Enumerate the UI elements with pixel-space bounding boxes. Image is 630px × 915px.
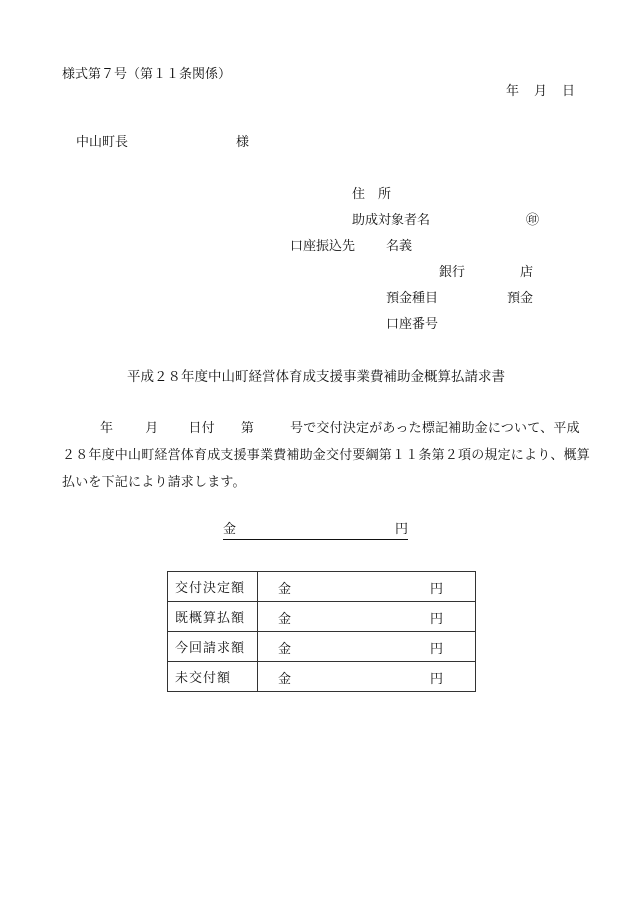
body-text: 号で交付決定があった標記補助金について、平成２８年度中山町経営体育成支援事業費補助金交付要綱第１１条第２項の規定により、概算払いを下記により請求します。 [62,421,591,490]
table-row [168,602,476,632]
addressee-name: 中山町長 [76,135,129,150]
row-prefix: 金 [278,642,292,657]
row-prefix: 金 [278,612,292,627]
row-value [258,602,476,632]
deposit-suffix: 預金 [507,291,534,306]
row-suffix: 円 [429,672,443,687]
row-label: 既概算払額 [168,602,258,632]
row-suffix: 円 [429,582,443,597]
row-label: 交付決定額 [168,572,258,602]
branch-label: 店 [520,265,534,280]
row-value [258,572,476,602]
addressee-honorific: 様 [236,135,250,150]
row-prefix: 金 [278,582,292,597]
form-number: 様式第７号（第１１条関係） [62,67,232,82]
table-row [168,572,476,602]
row-label: 未交付額 [168,662,258,692]
amount-summary-table [167,571,476,692]
row-value [258,632,476,662]
table-row [168,632,476,662]
applicant-name-label: 助成対象者名 [352,213,431,228]
account-transfer-label: 口座振込先 [290,239,356,254]
deposit-type-label: 預金種目 [386,291,439,306]
seal-mark: ㊞ [526,213,540,228]
amount-prefix: 金 [223,522,237,537]
request-body [62,415,592,496]
date-month-label: 月 [534,84,548,99]
row-prefix: 金 [278,672,292,687]
date-year-label: 年 [506,84,520,99]
account-number-label: 口座番号 [386,317,439,332]
bank-label: 銀行 [439,265,466,280]
request-amount-line [223,521,408,540]
account-holder-label: 名義 [386,239,413,254]
address-label: 住 所 [352,187,392,202]
body-year: 年 [100,421,114,436]
table-row [168,662,476,692]
body-month: 月 [145,421,159,436]
body-day-dated: 日付 [188,421,215,436]
body-dai: 第 [240,421,255,436]
document-title: 平成２８年度中山町経営体育成支援事業費補助金概算払請求書 [127,369,505,385]
date-day-label: 日 [562,84,576,99]
row-suffix: 円 [429,642,443,657]
row-value [258,662,476,692]
amount-suffix: 円 [394,522,408,537]
row-label: 今回請求額 [168,632,258,662]
row-suffix: 円 [429,612,443,627]
